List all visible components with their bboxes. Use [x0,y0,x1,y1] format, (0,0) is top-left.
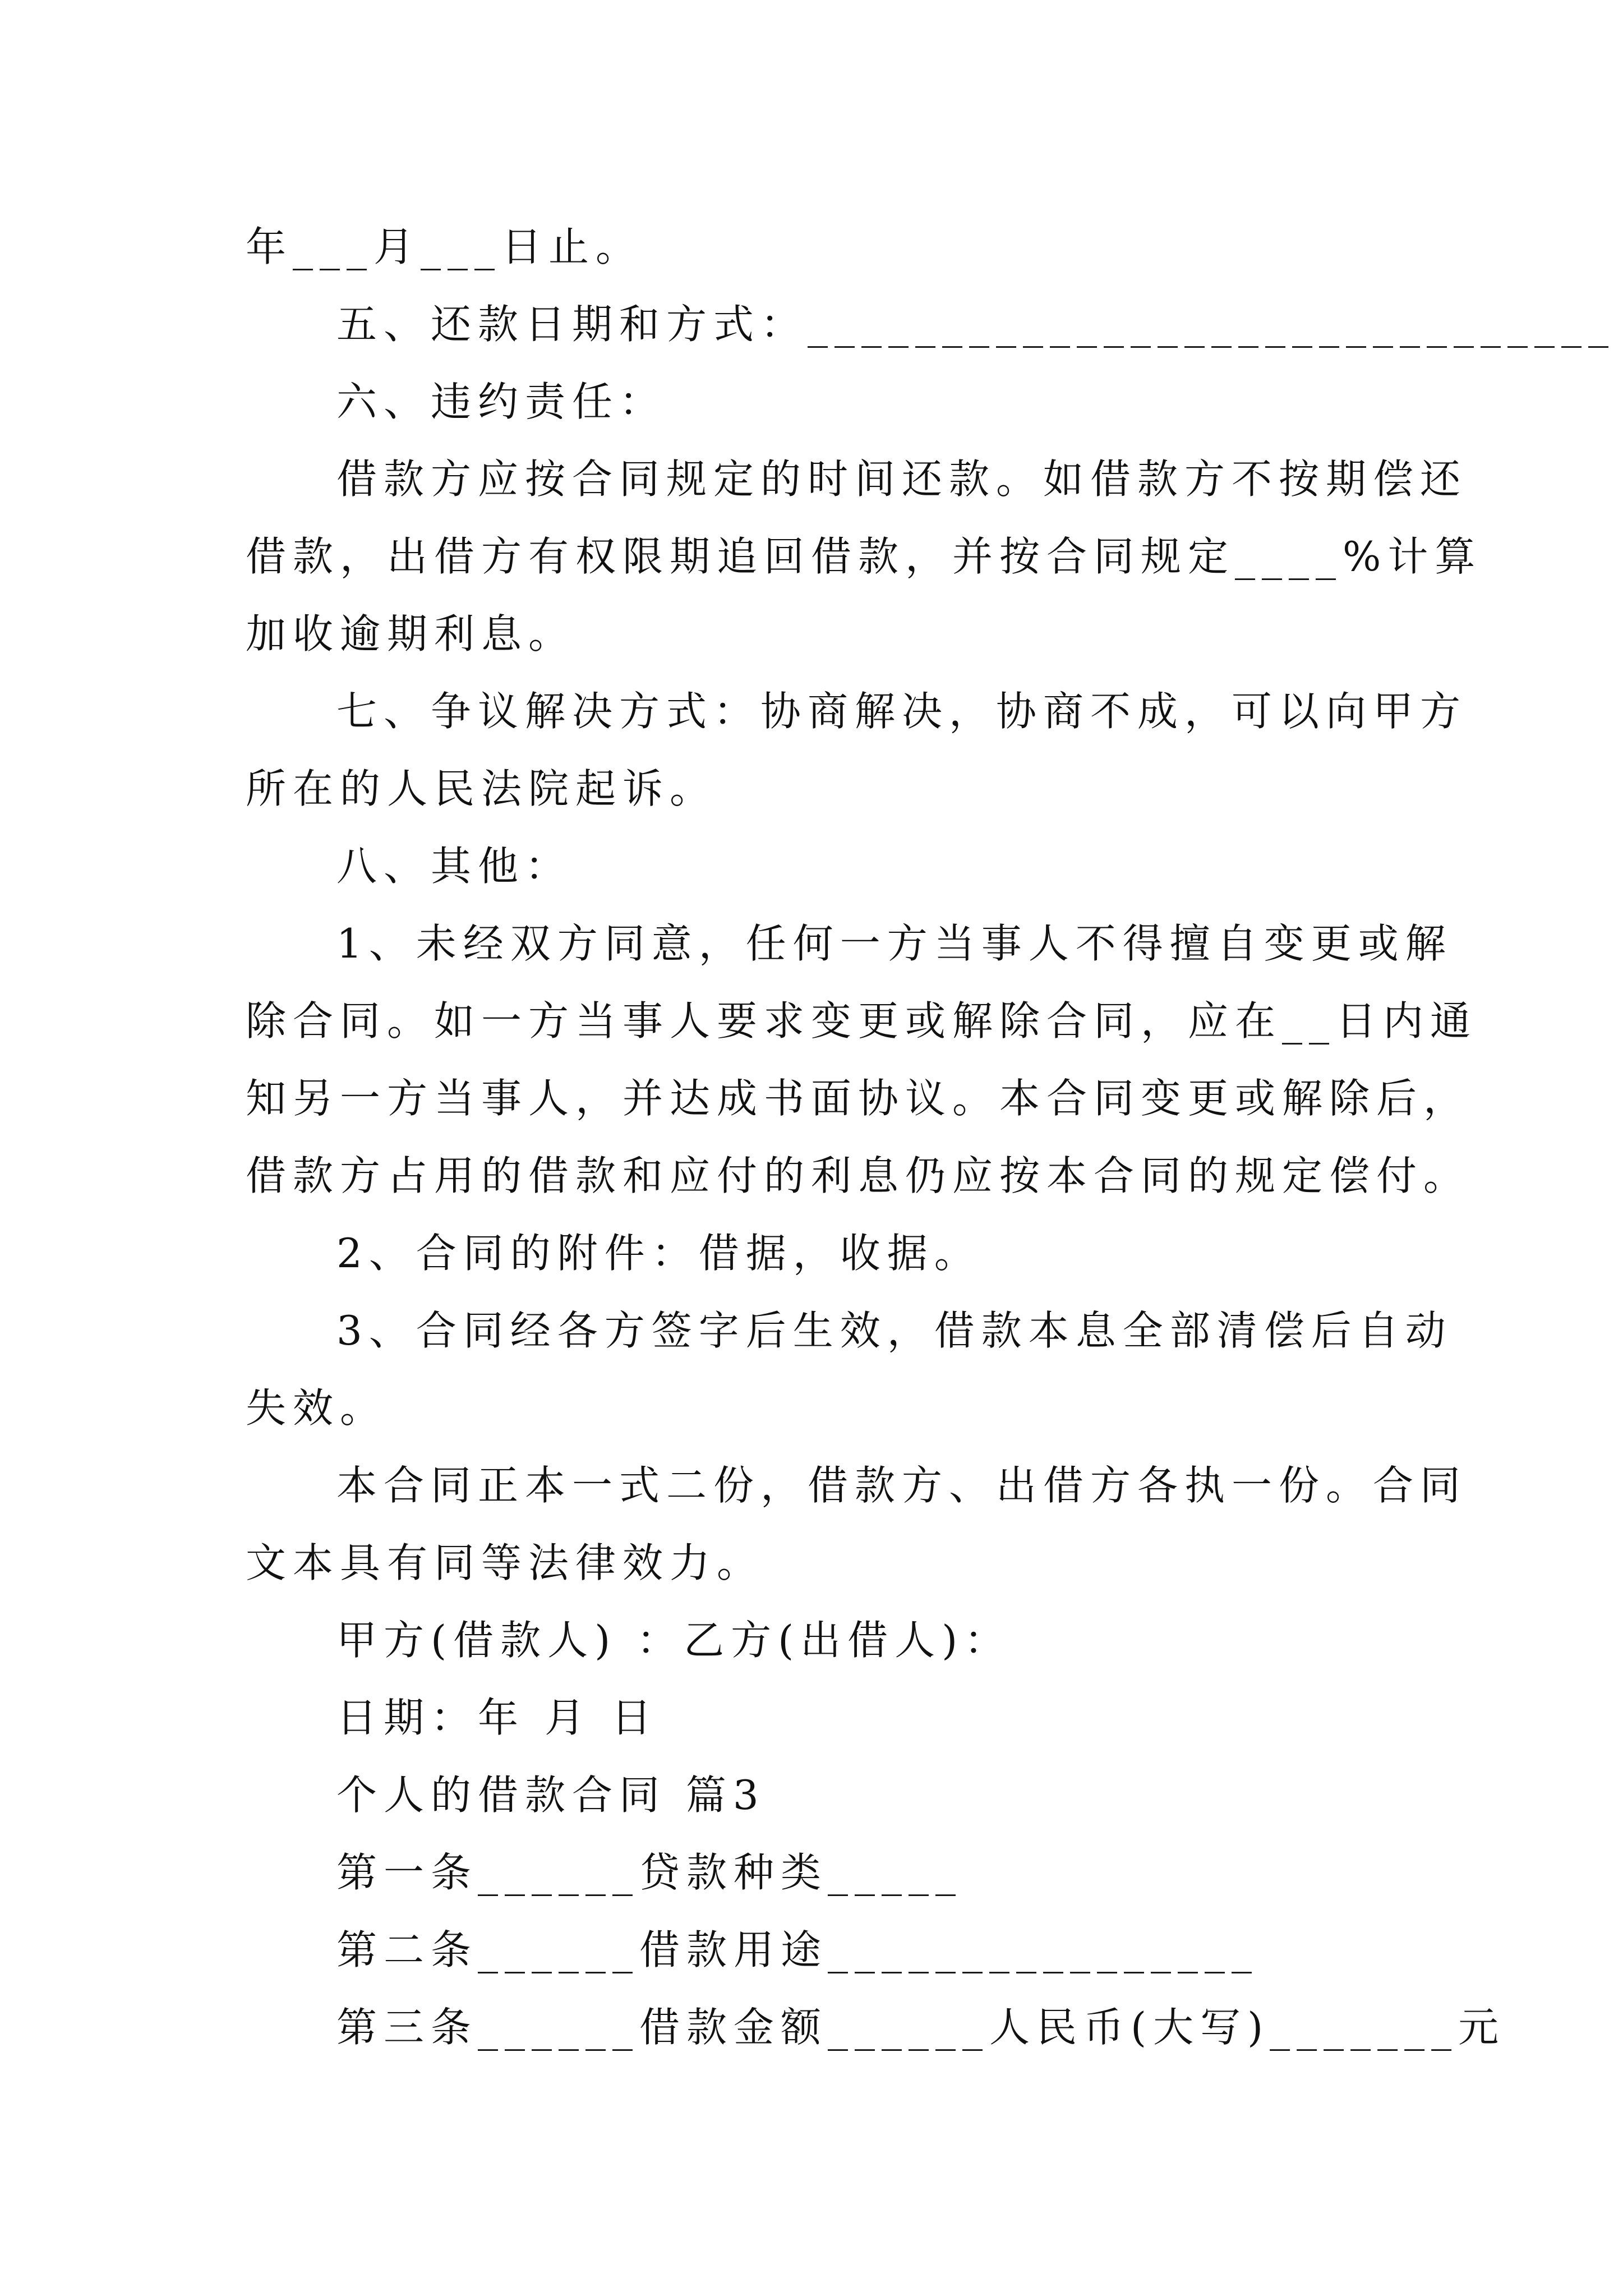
text-line: 本合同正本一式二份，借款方、出借方各执一份。合同 [336,1462,1468,1509]
signature-date-line: 日期：年 月 日 [336,1694,658,1741]
text-line: 年___月___日止。 [246,223,643,270]
text-line: 借款，出借方有权限期追回借款，并按合同规定____%计算 [246,533,1482,580]
section-heading-breach: 六、违约责任： [336,378,667,425]
text-line: 借款方占用的借款和应付的利息仍应按本合同的规定偿付。 [246,1152,1471,1199]
text-line: 3、合同经各方签字后生效，借款本息全部清偿后自动 [336,1307,1453,1354]
section-heading-dispute: 七、争议解决方式：协商解决，协商不成，可以向甲方 [336,688,1468,735]
text-line: 文本具有同等法律效力。 [246,1539,764,1586]
text-line: 加收逾期利息。 [246,610,576,657]
text-line: 知另一方当事人，并达成书面协议。本合同变更或解除后， [246,1075,1471,1122]
signature-parties-line: 甲方(借款人) ：乙方(出借人)： [336,1617,1012,1664]
contract-title: 个人的借款合同 篇3 [336,1772,766,1819]
text-line: 失效。 [246,1384,388,1432]
article-2-line: 第二条______借款用途________________ [336,1926,1259,1973]
text-line: 1、未经双方同意，任何一方当事人不得擅自变更或解 [336,920,1453,967]
text-line: 借款方应按合同规定的时间还款。如借款方不按期偿还 [336,455,1468,503]
section-heading-other: 八、其他： [336,843,573,890]
text-line: 除合同。如一方当事人要求变更或解除合同，应在__日内通 [246,997,1478,1045]
article-1-line: 第一条______贷款种类_____ [336,1849,963,1896]
article-3-line: 第三条______借款金额______人民币(大写)_______元 [336,2004,1506,2051]
section-heading-repayment: 五、还款日期和方式：______________________________ [336,301,1616,348]
text-line: 所在的人民法院起诉。 [246,765,717,812]
text-line: 2、合同的附件：借据，收据。 [336,1230,981,1277]
